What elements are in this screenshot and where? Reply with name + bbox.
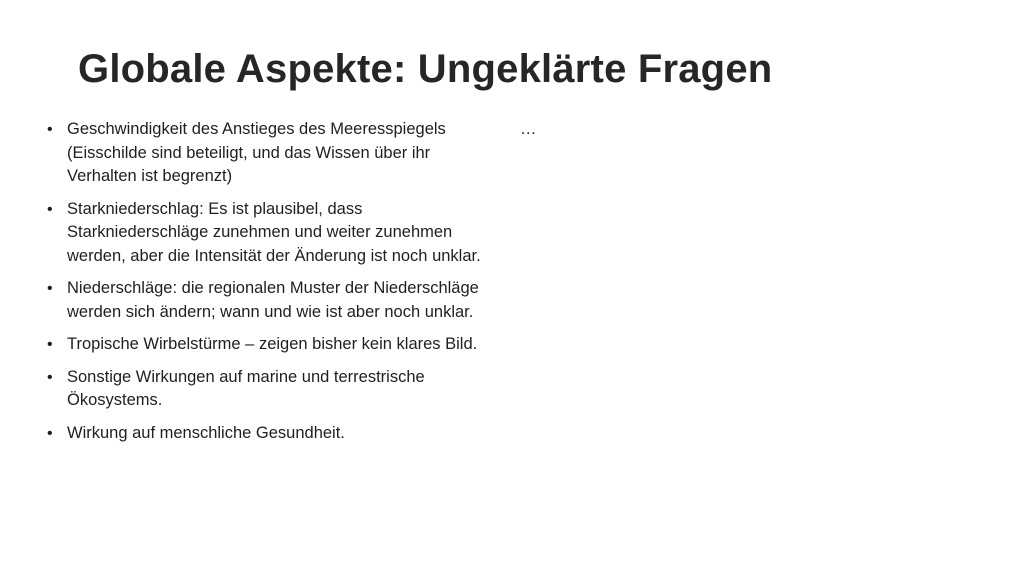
bullet-icon: •: [47, 121, 53, 138]
bullet-text: Geschwindigkeit des Anstieges des Meeresspiegels (Eisschilde sind beteiligt, und das Wissen über ihr Verhalten ist begrenzt): [67, 120, 446, 185]
bullet-icon: •: [47, 280, 53, 297]
bullet-text: Niederschläge: die regionalen Muster der Niederschläge werden sich ändern; wann und wie ist aber noch unklar.: [67, 279, 479, 321]
bullet-text: Starkniederschlag: Es ist plausibel, dass Starkniederschläge zunehmen und weiter zunehmen werden, aber die Intensität der Änderung ist noch unklar.: [67, 199, 481, 265]
bullet-list: [46, 118, 491, 454]
bullet-item: [46, 333, 491, 357]
slide-title: Globale Aspekte: Ungeklärte Fragen: [78, 47, 773, 91]
bullet-text: Tropische Wirbelstürme – zeigen bisher kein klares Bild.: [67, 335, 478, 353]
bullet-item: [46, 366, 491, 413]
bullet-icon: •: [47, 424, 53, 442]
bullet-icon: •: [47, 368, 53, 386]
bullet-item: [46, 277, 491, 324]
bullet-icon: •: [47, 200, 53, 218]
right-column-text: …: [520, 120, 537, 138]
bullet-item: [46, 198, 491, 269]
bullet-icon: •: [47, 336, 53, 353]
bullet-text: Wirkung auf menschliche Gesundheit.: [67, 423, 345, 442]
bullet-item: [46, 118, 491, 189]
bullet-text: Sonstige Wirkungen auf marine und terrestrische Ökosystems.: [67, 367, 425, 409]
bullet-item: [46, 422, 491, 446]
